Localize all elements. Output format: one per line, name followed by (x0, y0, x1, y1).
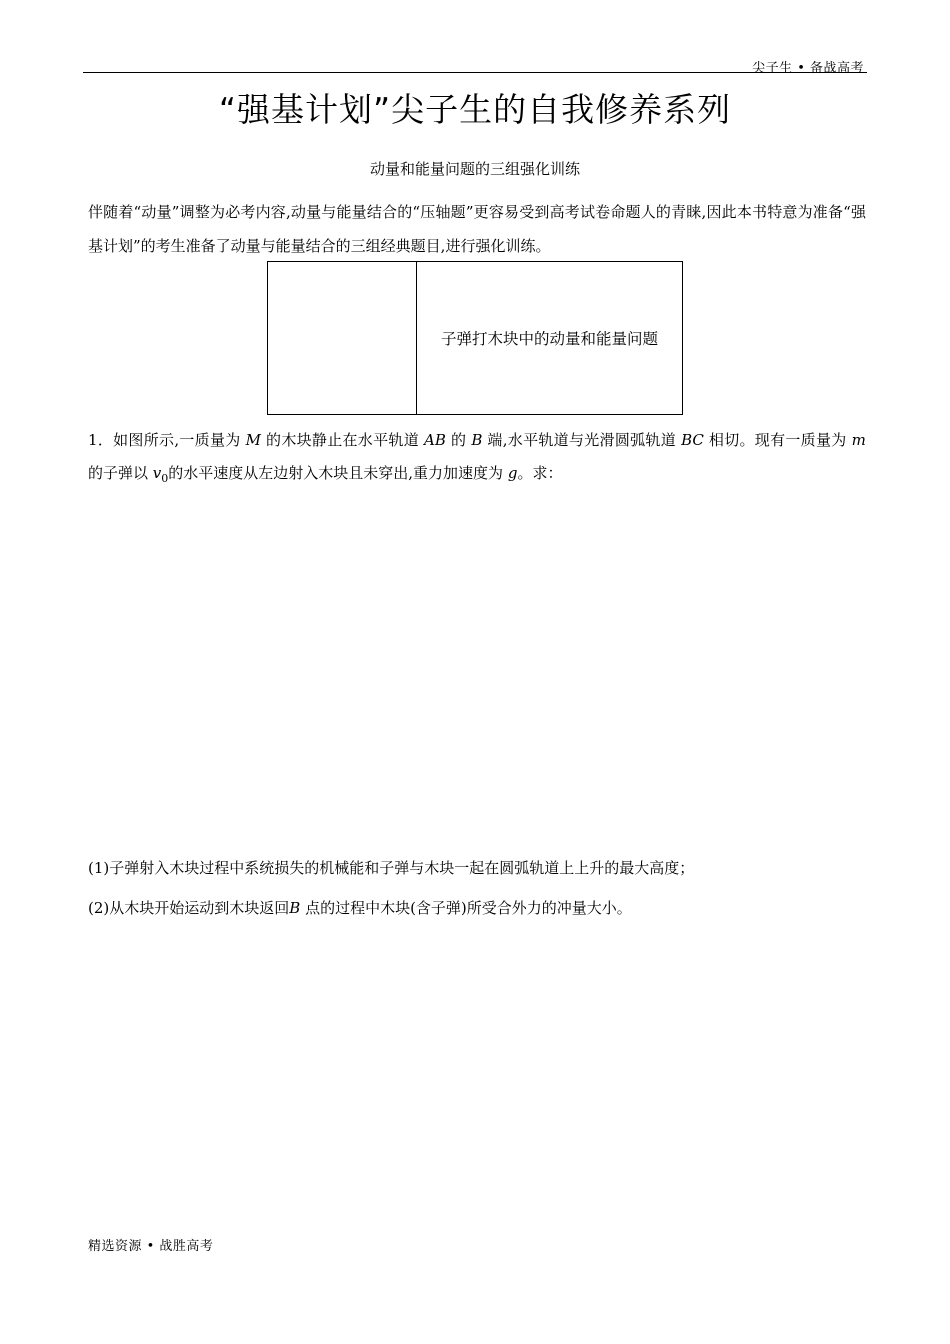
page-header-text: 尖子生 • 备战高考 (752, 61, 864, 76)
variable-M: M (245, 431, 261, 449)
variable-v-subscript: 0 (161, 472, 169, 485)
header-rule (83, 72, 867, 73)
sub-question-2 (88, 897, 866, 918)
question-number: 1． (88, 431, 114, 449)
sub-question-1: (1)子弹射入木块过程中系统损失的机械能和子弹与木块一起在圆弧轨道上上升的最大高度； (88, 859, 695, 877)
sub-question-text: 点的过程中木块(含子弹)所受合外力的冲量大小。 (305, 899, 632, 917)
question-text: 相切。现有一质量为 (708, 431, 847, 449)
question-text: 端,水平轨道与光滑圆弧轨道 (487, 431, 677, 449)
page-footer-text: 精选资源 • 战胜高考 (88, 1239, 214, 1254)
question-text: 的木块静止在水平轨道 (266, 431, 419, 449)
section-box-left-cell (268, 262, 417, 414)
variable-AB: AB (424, 431, 446, 449)
variable-m: m (851, 431, 866, 449)
question-text: 的子弹以 (88, 464, 149, 482)
intro-paragraph: 伴随着“动量”调整为必考内容,动量与能量结合的“压轴题”更容易受到高考试卷命题人的青睐,因此本书特意为准备“强基计划”的考生准备了动量与能量结合的三组经典题目,进行强化训练。 (88, 203, 866, 255)
variable-v: v (152, 464, 162, 482)
variable-BC: BC (681, 431, 704, 449)
variable-B: B (471, 431, 483, 449)
question-text: 如图所示,一质量为 (113, 431, 241, 449)
variable-g: g (507, 464, 518, 482)
page-title: “强基计划”尖子生的自我修养系列 (218, 90, 732, 129)
question-1 (88, 424, 866, 495)
sub-question-text: (2)从木块开始运动到木块返回 (88, 899, 290, 917)
question-text: 。求： (517, 464, 563, 482)
section-subtitle: 动量和能量问题的三组强化训练 (369, 160, 580, 178)
section-box (267, 261, 683, 415)
question-text: 的水平速度从左边射入木块且未穿出,重力加速度为 (168, 464, 504, 482)
question-text: 的 (450, 431, 467, 449)
variable-B: B (289, 899, 301, 917)
section-box-label: 子弹打木块中的动量和能量问题 (440, 330, 658, 348)
